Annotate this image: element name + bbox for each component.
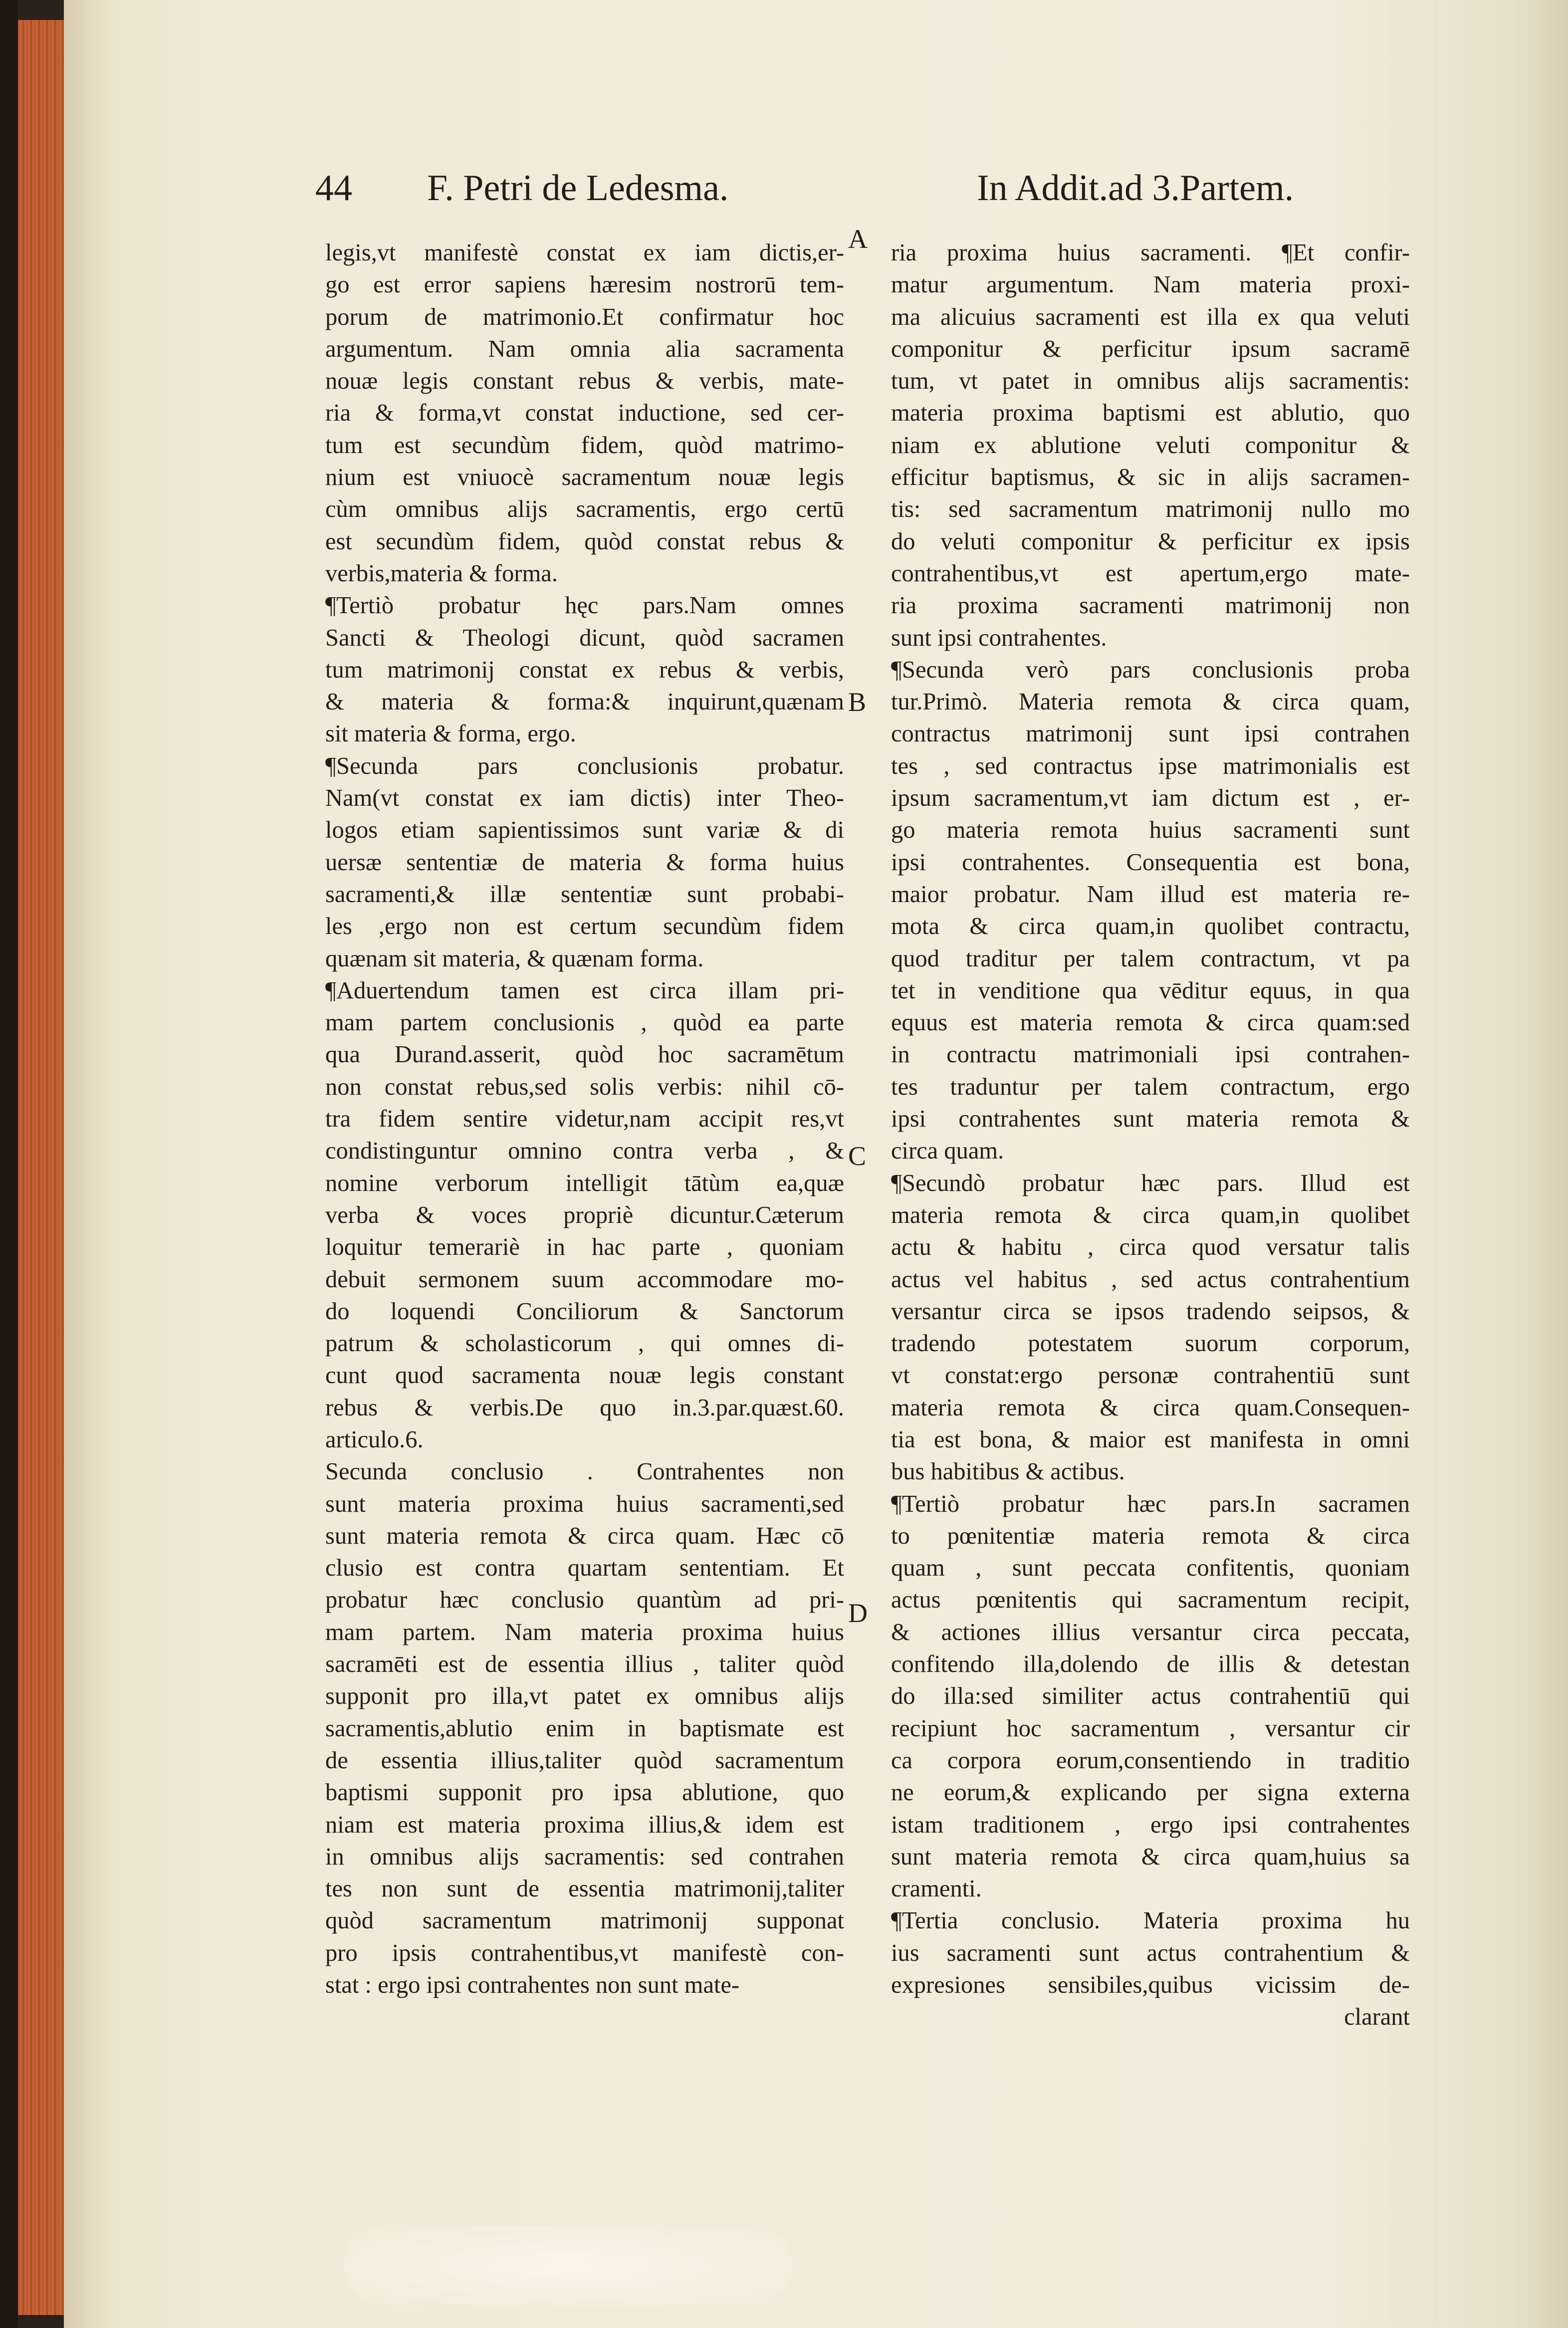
text-line: tur.Primò. Materia remota & circa quam, xyxy=(891,689,1410,715)
text-line: ca corpora eorum,consentiendo in traditio xyxy=(891,1747,1410,1774)
text-line: articulo.6. xyxy=(325,1426,424,1453)
text-line: sacramentis,ablutio enim in baptismate est xyxy=(325,1715,844,1742)
text-line: recipiunt hoc sacramentum , versantur cir xyxy=(891,1715,1410,1742)
text-line: ¶Tertiò probatur hęc pars.Nam omnes xyxy=(325,592,844,619)
text-line: contrahentibus,vt est apertum,ergo mate- xyxy=(891,560,1410,587)
folio-number: 44 xyxy=(315,168,352,209)
text-line: do illa:sed similiter actus contrahentiū qui xyxy=(891,1683,1410,1710)
text-line: niam ex ablutione veluti componitur & xyxy=(891,432,1410,459)
text-line: ¶Aduertendum tamen est circa illam pri- xyxy=(325,977,844,1004)
text-line: to pœnitentiæ materia remota & circa xyxy=(891,1522,1410,1549)
text-line: expresiones sensibiles,quibus vicissim de- xyxy=(891,1972,1410,1999)
text-line: Secunda conclusio . Contrahentes non xyxy=(325,1458,844,1485)
text-line: porum de matrimonio.Et confirmatur hoc xyxy=(325,303,844,330)
text-line: sunt materia remota & circa quam. Hæc cō xyxy=(325,1522,844,1549)
text-line: actus pœnitentis qui sacramentum recipit, xyxy=(891,1587,1410,1614)
text-line: tradendo potestatem suorum corporum, xyxy=(891,1330,1410,1357)
text-line: nomine verborum intelligit tātùm ea,quæ xyxy=(325,1169,844,1196)
text-line: uersæ sententiæ de materia & forma huius xyxy=(325,849,844,876)
text-line: stat : ergo ipsi contrahentes non sunt mate- xyxy=(325,1972,740,1999)
text-line: istam traditionem , ergo ipsi contrahentes xyxy=(891,1811,1410,1838)
text-line: ipsum sacramentum,vt iam dictum est , er- xyxy=(891,785,1410,812)
text-line: ¶Secunda pars conclusionis probatur. xyxy=(325,752,844,779)
text-line: ria proxima sacramenti matrimonij non xyxy=(891,592,1410,619)
text-line: rebus & verbis.De quo in.3.par.quæst.60. xyxy=(325,1394,844,1421)
running-head-right: In Addit.ad 3.Partem. xyxy=(977,168,1294,209)
text-line: argumentum. Nam omnia alia sacramenta xyxy=(325,335,844,362)
text-line: & actiones illius versantur circa peccata, xyxy=(891,1619,1410,1645)
text-line: Sancti & Theologi dicunt, quòd sacramen xyxy=(325,624,844,651)
text-line: logos etiam sapientissimos sunt variæ & di xyxy=(325,817,844,844)
text-line: equus est materia remota & circa quam:sed xyxy=(891,1009,1410,1036)
text-line: tes non sunt de essentia matrimonij,taliter xyxy=(325,1875,844,1902)
text-line: vt constat:ergo personæ contrahentiū sunt xyxy=(891,1362,1410,1389)
text-line: legis,vt manifestè constat ex iam dictis,er- xyxy=(325,239,844,266)
text-line: sacramēti est de essentia illius , taliter quòd xyxy=(325,1651,844,1678)
text-line: ¶Tertiò probatur hæc pars.In sacramen xyxy=(891,1490,1410,1517)
running-head-left: F. Petri de Ledesma. xyxy=(427,168,729,209)
text-line: componitur & perficitur ipsum sacramē xyxy=(891,335,1410,362)
margin-letter-d: D xyxy=(848,1598,868,1628)
text-line: circa quam. xyxy=(891,1138,1004,1164)
margin-letter-a: A xyxy=(848,224,868,254)
text-line: go est error sapiens hæresim nostrorū tem- xyxy=(325,271,844,298)
text-line: do veluti componitur & perficitur ex ipsis xyxy=(891,528,1410,555)
text-line: tis: sed sacramentum matrimonij nullo mo xyxy=(891,496,1410,523)
text-line: ipsi contrahentes sunt materia remota & xyxy=(891,1106,1410,1133)
text-line: probatur hæc conclusio quantùm ad pri- xyxy=(325,1587,844,1614)
text-line: nouæ legis constant rebus & verbis, mate- xyxy=(325,368,844,395)
text-line: cramenti. xyxy=(891,1875,982,1902)
text-line: materia remota & circa quam,in quolibet xyxy=(891,1201,1410,1228)
text-line: ria & forma,vt constat inductione, sed cer- xyxy=(325,400,844,427)
text-line: contractus matrimonij sunt ipsi contrahen xyxy=(891,720,1410,747)
text-line: mam partem conclusionis , quòd ea parte xyxy=(325,1009,844,1036)
text-line: ne eorum,& explicando per signa externa xyxy=(891,1779,1410,1806)
text-line: mota & circa quam,in quolibet contractu, xyxy=(891,913,1410,940)
text-line: non constat rebus,sed solis verbis: nihil cō- xyxy=(325,1073,844,1100)
text-line: ¶Tertia conclusio. Materia proxima hu xyxy=(891,1907,1410,1934)
text-line: tum matrimonij constat ex rebus & verbis, xyxy=(325,656,844,683)
text-line: ¶Secundò probatur hæc pars. Illud est xyxy=(891,1169,1410,1196)
text-line: tes , sed contractus ipse matrimonialis est xyxy=(891,752,1410,779)
text-line: in contractu matrimoniali ipsi contrahen- xyxy=(891,1041,1410,1068)
text-line: sunt materia proxima huius sacramenti,sed xyxy=(325,1490,844,1517)
text-line: nium est vniuocè sacramentum nouæ legis xyxy=(325,464,844,491)
text-line: patrum & scholasticorum , qui omnes di- xyxy=(325,1330,844,1357)
text-line: qua Durand.asserit, quòd hoc sacramētum xyxy=(325,1041,844,1068)
text-line: bus habitibus & actibus. xyxy=(891,1458,1125,1485)
text-line: les ,ergo non est certum secundùm fidem xyxy=(325,913,844,940)
text-line: versantur circa se ipsos tradendo seipsos, & xyxy=(891,1298,1410,1325)
text-line: supponit pro illa,vt patet ex omnibus alijs xyxy=(325,1683,844,1710)
text-line: ¶Secunda verò pars conclusionis proba xyxy=(891,656,1410,683)
text-line: debuit sermonem suum accommodare mo- xyxy=(325,1266,844,1293)
margin-letter-b: B xyxy=(848,687,867,717)
text-line: Nam(vt constat ex iam dictis) inter Theo- xyxy=(325,785,844,812)
text-line: ma alicuius sacramenti est illa ex qua veluti xyxy=(891,303,1410,330)
text-line: tum, vt patet in omnibus alijs sacramentis: xyxy=(891,368,1410,395)
text-line: tum est secundùm fidem, quòd matrimo- xyxy=(325,432,844,459)
text-line: maior probatur. Nam illud est materia re- xyxy=(891,881,1410,908)
text-line: cunt quod sacramenta nouæ legis constant xyxy=(325,1362,844,1389)
text-line: matur argumentum. Nam materia proxi- xyxy=(891,271,1410,298)
text-line: quam , sunt peccata confitentis, quoniam xyxy=(891,1555,1410,1582)
text-line: mam partem. Nam materia proxima huius xyxy=(325,1619,844,1645)
margin-letter-c: C xyxy=(848,1141,867,1171)
text-line: de essentia illius,taliter quòd sacramentum xyxy=(325,1747,844,1774)
text-line: quòd sacramentum matrimonij supponat xyxy=(325,1907,844,1934)
text-line: ipsi contrahentes. Consequentia est bona, xyxy=(891,849,1410,876)
text-line: ria proxima huius sacramenti. ¶Et confir- xyxy=(891,239,1410,266)
text-line: go materia remota huius sacramenti sunt xyxy=(891,817,1410,844)
text-line: materia proxima baptismi est ablutio, quo xyxy=(891,400,1410,427)
text-line: do loquendi Conciliorum & Sanctorum xyxy=(325,1298,844,1325)
text-line: sunt materia remota & circa quam,huius sa xyxy=(891,1843,1410,1870)
text-line: sit materia & forma, ergo. xyxy=(325,720,576,747)
text-line: sacramenti,& illæ sententiæ sunt probabi- xyxy=(325,881,844,908)
text-line: confitendo illa,dolendo de illis & detestan xyxy=(891,1651,1410,1678)
text-line: loquitur temerariè in hac parte , quoniam xyxy=(325,1234,844,1261)
text-line: verbis,materia & forma. xyxy=(325,560,558,587)
text-line: tes traduntur per talem contractum, ergo xyxy=(891,1073,1410,1100)
text-line: tet in venditione qua vēditur equus, in qua xyxy=(891,977,1410,1004)
text-line: clusio est contra quartam sententiam. Et xyxy=(325,1555,844,1582)
text-line: materia remota & circa quam.Consequen- xyxy=(891,1394,1410,1421)
text-line: actu & habitu , circa quod versatur talis xyxy=(891,1234,1410,1261)
text-line: tia est bona, & maior est manifesta in omni xyxy=(891,1426,1410,1453)
text-line: efficitur baptismus, & sic in alijs sacramen- xyxy=(891,464,1410,491)
text-line: actus vel habitus , sed actus contrahentium xyxy=(891,1266,1410,1293)
text-line: tra fidem sentire videtur,nam accipit res,vt xyxy=(325,1106,844,1133)
text-line: quod traditur per talem contractum, vt pa xyxy=(891,945,1410,972)
text-line: in omnibus alijs sacramentis: sed contrahen xyxy=(325,1843,844,1870)
text-line: clarant xyxy=(1344,2004,1410,2031)
red-page-edges xyxy=(18,20,64,2315)
text-line: est secundùm fidem, quòd constat rebus & xyxy=(325,528,844,555)
text-line: niam est materia proxima illius,& idem est xyxy=(325,1811,844,1838)
binding-shadow xyxy=(0,0,18,2328)
text-line: cùm omnibus alijs sacramentis, ergo certū xyxy=(325,496,844,523)
left-column xyxy=(325,237,844,2001)
text-line: & materia & forma:& inquirunt,quænam xyxy=(325,689,844,715)
text-line: quænam sit materia, & quænam forma. xyxy=(325,945,704,972)
text-line: baptismi supponit pro ipsa ablutione, quo xyxy=(325,1779,844,1806)
text-line: pro ipsis contrahentibus,vt manifestè con- xyxy=(325,1939,844,1966)
text-line: sunt ipsi contrahentes. xyxy=(891,624,1107,651)
text-line: ius sacramenti sunt actus contrahentium & xyxy=(891,1939,1410,1966)
paper-stain xyxy=(343,2225,792,2305)
text-line: condistinguntur omnino contra verba , & xyxy=(325,1138,844,1164)
text-line: verba & voces propriè dicuntur.Cæterum xyxy=(325,1201,844,1228)
right-column xyxy=(891,237,1410,2034)
